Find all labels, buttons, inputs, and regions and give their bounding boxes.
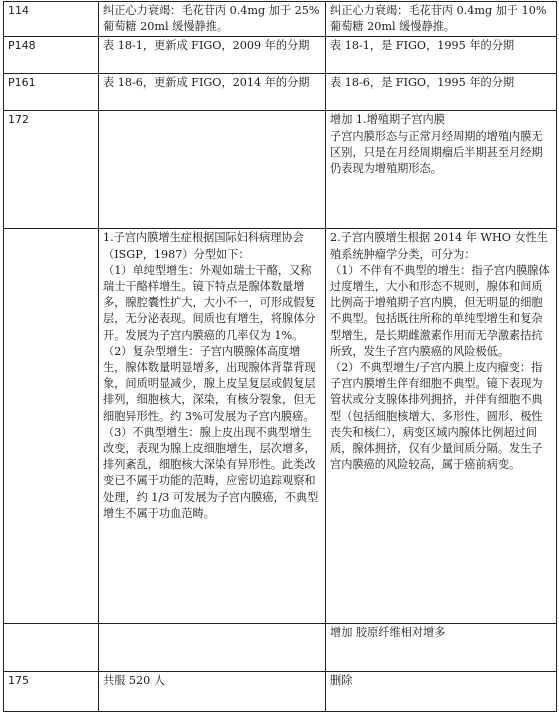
table-row [4,111,557,229]
page-cell [4,624,99,672]
page-cell: 175 [4,672,99,712]
revised-cell [326,229,557,624]
original-paragraph: （1）单纯型增生：外观如瑞士干酪，又称瑞士干酪样增生。镜下特点是腺体数量增多，腺腔囊性扩大，大小不一，可形成假复层，无分泌表现。间质也有增生，将腺体分开。发展为子宫内膜癌的几率仅为 1%。 [103,263,316,342]
page-cell: 172 [4,111,99,229]
original-cell [99,111,326,229]
revised-cell: 删除 [326,672,557,712]
revised-paragraph: （1）不伴有不典型的增生：指子宫内膜腺体过度增生，大小和形态不规则，腺体和间质比例高于增殖期子宫内膜，但无明显的细胞不典型。包括既往所称的单纯型增生和复杂型增生，是长期雌激素作用而无孕激素拮抗所致，发生子宫内膜癌的风险极低。 [330,263,550,358]
original-cell: 纠正心力衰竭：毛花苷丙 0.4mg 加于 25%葡萄糖 20ml 缓慢静推。 [99,2,326,37]
revised-cell [326,111,557,229]
table-row [4,74,557,111]
original-paragraph: （3）不典型增生：腺上皮出现不典型增生改变，表现为腺上皮细胞增生，层次增多，排列紊乱，细胞核大深染有异形性。此类改变已不属于功能的范畴，应密切追踪观察和处理，约 1/3 可发展为子宫内膜癌，不典型增生不属于功血范畴。 [103,425,319,520]
errata-table [3,1,557,712]
page-cell: P161 [4,74,99,111]
table-row [4,37,557,74]
table-row [4,624,557,672]
revised-cell: 表 18-1，是 FIGO，1995 年的分期 [326,37,557,74]
revised-cell: 增加 胶原纤维相对增多 [326,624,557,672]
page-cell: 114 [4,2,99,37]
table-row [4,2,557,37]
revised-paragraph: 2.子宫内膜增生根据 2014 年 WHO 女性生殖系统肿瘤学分类，可分为： [330,231,549,261]
revised-paragraph: （2）不典型增生/子宫内膜上皮内瘤变：指子宫内膜增生伴有细胞不典型。镜下表现为管状或分支腺体排列拥挤，并伴有细胞不典型（包括细胞核增大、多形性、圆形、极性丧失和核仁），病变区域内腺体比例超过间质，腺体拥挤，仅有少量间质分隔。发生子宫内膜癌的风险较高，属于癌前病变。 [330,361,543,472]
original-cell: 表 18-1，更新成 FIGO，2009 年的分期 [99,37,326,74]
added-text: 子宫内膜形态与正常月经周期的增殖内膜无区别，只是在月经周期瘤后半期甚至月经期仍表现为增殖期形态。 [330,129,543,176]
page-cell: P148 [4,37,99,74]
original-cell: 共服 520 人 [99,672,326,712]
revised-cell: 纠正心力衰竭：毛花苷丙 0.4mg 加于 10%葡萄糖 20ml 缓慢静推。 [326,2,557,37]
added-heading: 增加 1.增殖期子宫内膜 [330,113,445,127]
original-cell [99,624,326,672]
page-cell [4,229,99,624]
revised-cell: 表 18-6，是 FIGO，1995 年的分期 [326,74,557,111]
table-row [4,672,557,712]
original-cell: 表 18-6，更新成 FIGO，2014 年的分期 [99,74,326,111]
original-paragraph: 1.子宫内膜增生症根据国际妇科病理协会（ISGP，1987）分型如下： [103,231,304,261]
table-row [4,229,557,624]
original-paragraph: （2）复杂型增生：子宫内膜腺体高度增生，腺体数量明显增多，出现腺体背靠背现象，间质明显减少，腺上皮呈复层或假复层排列，细胞核大，深染，有核分裂象，但无细胞异形性。约 3%可发展为子宫内膜癌。 [103,344,316,423]
original-cell [99,229,326,624]
